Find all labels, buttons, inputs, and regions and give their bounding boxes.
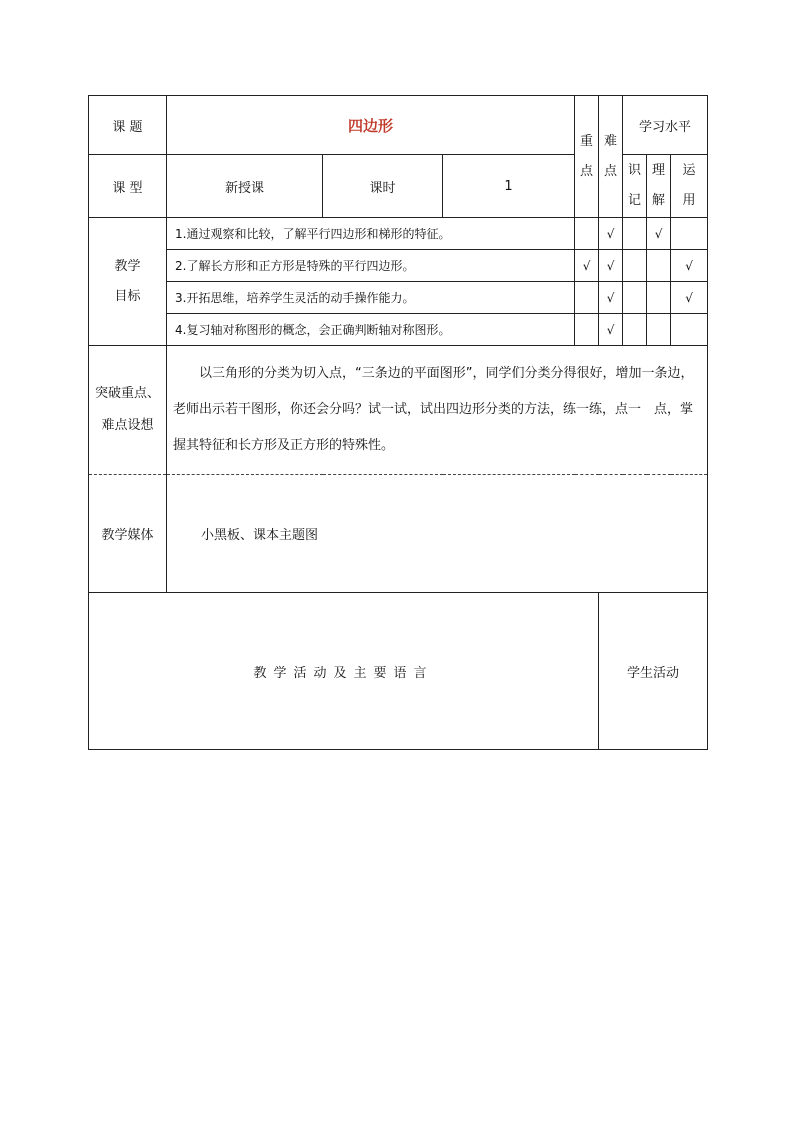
- lesson-type-label: 课 型: [89, 155, 167, 218]
- objective-text: 4.复习轴对称图形的概念，会正确判断轴对称图形。: [167, 314, 575, 346]
- breakthrough-label: 突破重点、 难点设想: [89, 346, 167, 475]
- lesson-plan-table: [88, 95, 708, 750]
- period-label: 课时: [323, 155, 443, 218]
- apply-header: 运用: [671, 155, 708, 218]
- objective-difficult-check: √: [599, 250, 623, 282]
- topic-value: 四边形: [167, 96, 575, 155]
- objective-apply-check: √: [671, 282, 708, 314]
- objective-difficult-check: √: [599, 282, 623, 314]
- objective-difficult-check: √: [599, 218, 623, 250]
- media-value: 小黑板、课本主题图: [167, 475, 708, 593]
- objective-memorize-check: [623, 250, 647, 282]
- objective-text: 2.了解长方形和正方形是特殊的平行四边形。: [167, 250, 575, 282]
- difficult-point-header: 难点: [599, 96, 623, 218]
- objective-row: [89, 314, 708, 346]
- objective-understand-check: [647, 250, 671, 282]
- objective-understand-check: [647, 314, 671, 346]
- key-point-header: 重点: [575, 96, 599, 218]
- objective-apply-check: √: [671, 250, 708, 282]
- lesson-type-value: 新授课: [167, 155, 323, 218]
- objective-row: [89, 218, 708, 250]
- understand-header: 理解: [647, 155, 671, 218]
- objective-memorize-check: [623, 314, 647, 346]
- memorize-header: 识记: [623, 155, 647, 218]
- objective-key-check: [575, 314, 599, 346]
- objective-difficult-check: √: [599, 314, 623, 346]
- objectives-label: 教学 目标: [89, 218, 167, 346]
- objective-key-check: [575, 282, 599, 314]
- objective-key-check: [575, 218, 599, 250]
- objective-text: 1.通过观察和比较，了解平行四边形和梯形的特征。: [167, 218, 575, 250]
- teaching-activities-header: 教学活动及主要语言: [89, 593, 599, 750]
- objective-row: [89, 250, 708, 282]
- objective-understand-check: [647, 282, 671, 314]
- objective-text: 3.开拓思维，培养学生灵活的动手操作能力。: [167, 282, 575, 314]
- objective-understand-check: √: [647, 218, 671, 250]
- objective-memorize-check: [623, 218, 647, 250]
- topic-label: 课 题: [89, 96, 167, 155]
- media-label: 教学媒体: [89, 475, 167, 593]
- student-activities-header: 学生活动: [599, 593, 708, 750]
- period-value: 1: [443, 155, 575, 218]
- objective-row: [89, 282, 708, 314]
- objective-apply-check: [671, 218, 708, 250]
- objective-key-check: √: [575, 250, 599, 282]
- learning-level-header: 学习水平: [623, 96, 708, 155]
- objective-apply-check: [671, 314, 708, 346]
- breakthrough-text: 以三角形的分类为切入点，“三条边的平面图形”，同学们分类分得很好，增加一条边，老师出示若干图形，你还会分吗？试一试，试出四边形分类的方法，练一练，点一 点，掌握其特征和长方形及正方形的特殊性。: [167, 346, 708, 475]
- objective-memorize-check: [623, 282, 647, 314]
